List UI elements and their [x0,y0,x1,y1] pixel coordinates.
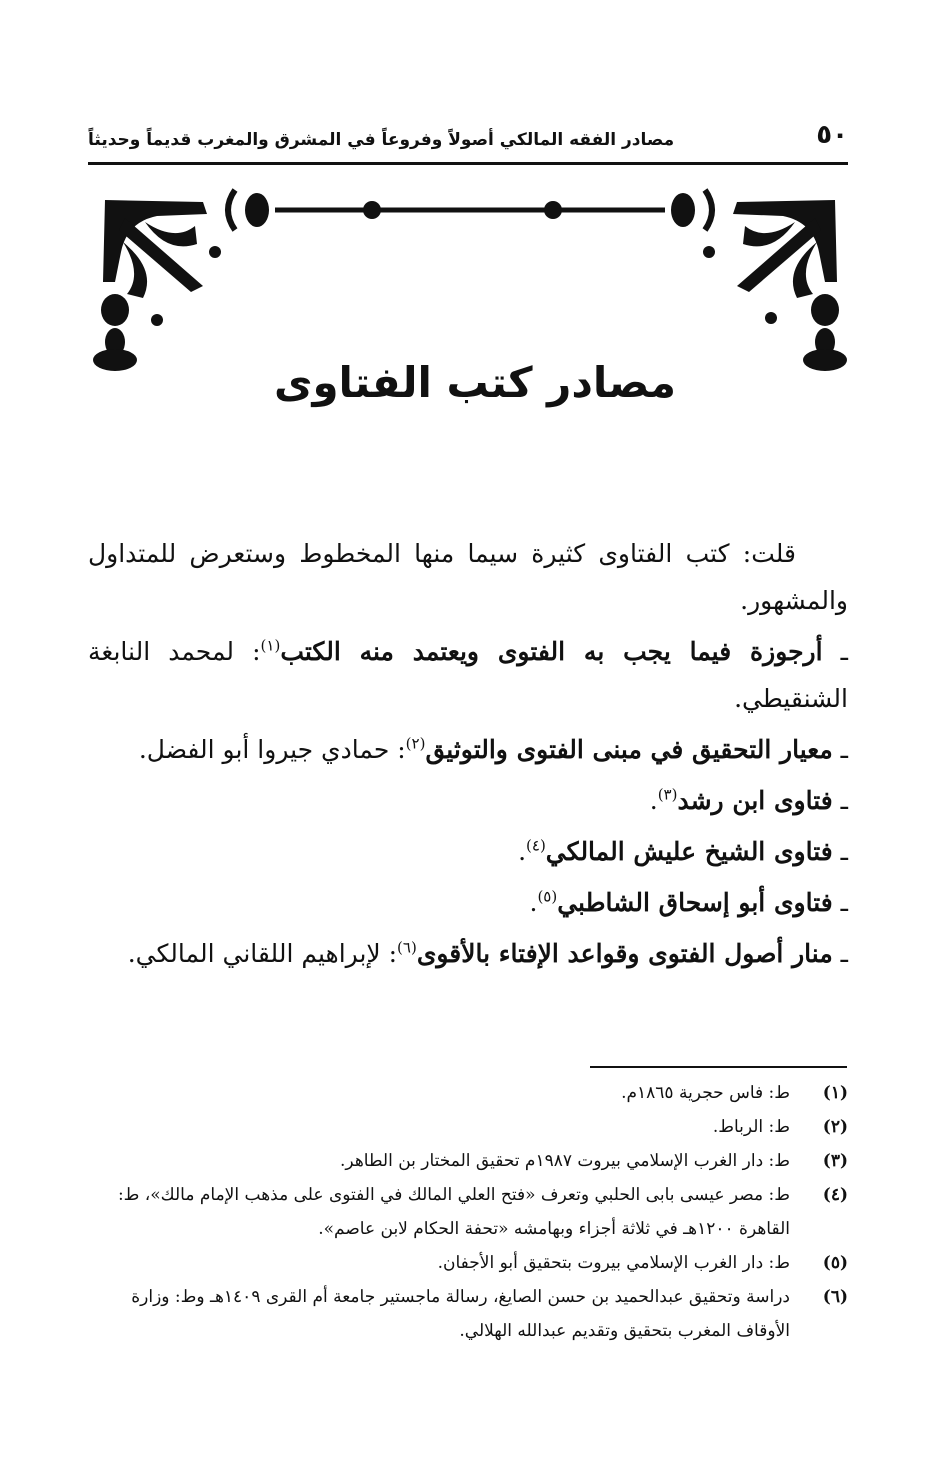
footnote-number: (١) [822,1083,848,1103]
footnote-number: (٢) [822,1117,848,1137]
page-number: ٥٠ [816,120,848,150]
list-item [88,777,848,824]
list-dash: ـ [840,939,848,968]
running-title: مصادر الفقه المالكي أصولاً وفروعاً في المشرق والمغرب قديماً وحديثاً [88,130,675,150]
list-item [88,628,848,722]
footnote-number: (٥) [822,1253,848,1273]
footnote-text: ط: دار الغرب الإسلامي بيروت ١٩٨٧م تحقيق المختار بن الطاهر. [340,1151,790,1171]
footnote-text: ط: فاس حجرية ١٨٦٥م. [621,1083,790,1103]
list-dash: ـ [840,837,848,866]
book-title: فتاوى أبو إسحاق الشاطبي [557,888,833,917]
footnote-text: ط: مصر عيسى بابى الحلبي وتعرف «فتح العلي المالك في الفتوى على مذهب الإمام مالك»، ط: القاهرة ١٢٠٠هـ في ثلاثة أجزاء وبهامشه «تحفة الحكام لابن عاصم». [117,1185,790,1239]
list-dash: ـ [840,786,848,815]
book-title: أرجوزة فيما يجب به الفتوى ويعتمد منه الكتب [280,637,823,666]
footnote-text: دراسة وتحقيق عبدالحميد بن حسن الصايغ، رسالة ماجستير جامعة أم القرى ١٤٠٩هـ وط: وزارة الأوقاف المغرب بتحقيق وتقديم عبدالله الهلالي. [131,1287,790,1341]
list-item [88,930,848,977]
entry-author: . [649,786,658,815]
entry-author: : لمحمد النابغة الشنقيطي. [88,637,848,713]
book-title: منار أصول الفتوى وقواعد الإفتاء بالأقوى [416,939,833,968]
footnote-reference: (١) [260,636,281,655]
section-title: مصادر كتب الفتاوى [273,358,677,407]
intro-paragraph: قلت: كتب الفتاوى كثيرة سيما منها المخطوط وستعرض للمتداول والمشهور. [88,539,848,615]
entry-author: : لإبراهيم اللقاني المالكي. [127,939,398,968]
footnote [80,1178,848,1246]
list-dash: ـ [840,888,848,917]
running-header [88,118,848,165]
footnote [80,1280,848,1348]
decorative-ornament [85,182,855,372]
list-dash: ـ [840,735,848,764]
footnote-number: (٦) [822,1287,848,1307]
footnote [80,1110,848,1144]
book-title: معيار التحقيق في مبنى الفتوى والتوثيق [425,735,833,764]
footnote-reference: (٢) [405,734,426,753]
footnote-reference: (٥) [537,887,558,906]
footnote [80,1144,848,1178]
footnote-text: ط: دار الغرب الإسلامي بيروت بتحقيق أبو الأجفان. [437,1253,790,1273]
body-text [88,530,848,981]
footnotes [80,1076,848,1348]
book-title: فتاوى ابن رشد [677,786,833,815]
list-item [88,879,848,926]
footnote-separator [590,1066,847,1068]
footnote-number: (٤) [822,1185,848,1205]
entry-author: . [518,837,527,866]
footnote-number: (٣) [822,1151,848,1171]
footnote-text: ط: الرباط. [712,1117,790,1137]
list-item [88,726,848,773]
entry-author: . [529,888,538,917]
list-dash: ـ [840,637,848,666]
footnote-reference: (٣) [657,785,678,804]
book-title: فتاوى الشيخ عليش المالكي [545,837,833,866]
footnote [80,1076,848,1110]
footnote [80,1246,848,1280]
list-item [88,828,848,875]
entry-author: : حمادي جيروا أبو الفضل. [138,735,406,764]
footnote-reference: (٤) [526,836,546,855]
footnote-reference: (٦) [397,938,417,957]
